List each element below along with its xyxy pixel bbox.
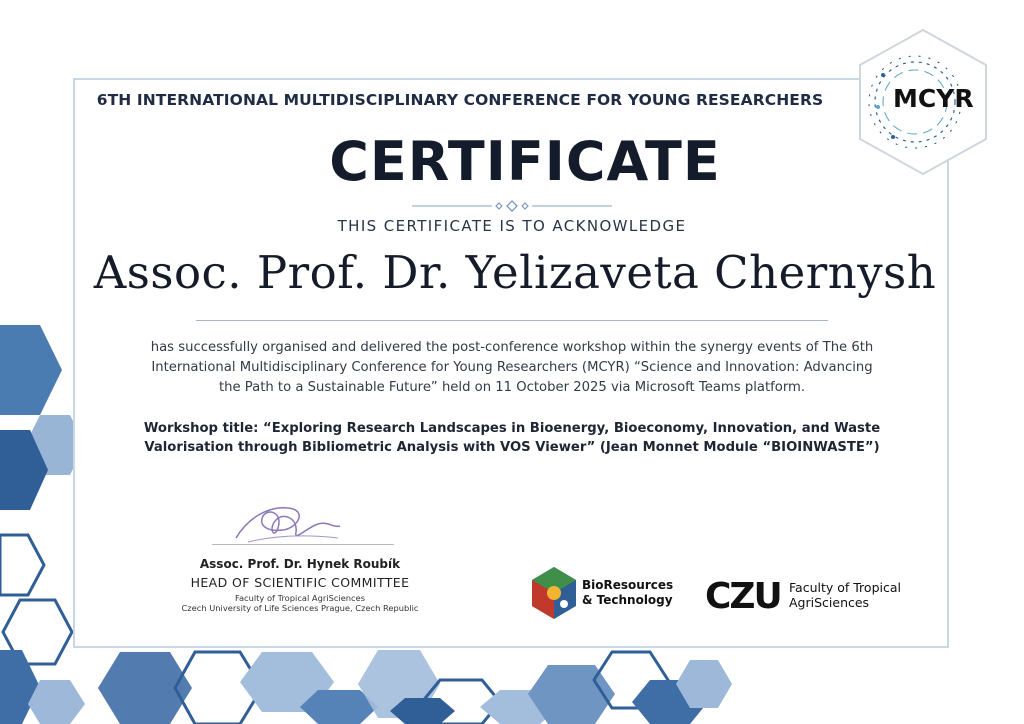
conference-title: 6TH INTERNATIONAL MULTIDISCIPLINARY CONFERENCE FOR YOUNG RESEARCHERS — [96, 91, 824, 109]
bioresources-line2: & Technology — [582, 593, 673, 607]
diamond-divider — [412, 199, 612, 213]
certificate-title: CERTIFICATE — [329, 130, 721, 193]
signature-line — [212, 544, 394, 545]
czu-faculty-text — [789, 580, 901, 610]
bioresources-text — [582, 578, 673, 608]
recipient-name: Assoc. Prof. Dr. Yelizaveta Chernysh — [93, 246, 937, 299]
signer-faculty: Faculty of Tropical AgriSciences — [234, 593, 366, 603]
signer-block — [140, 557, 460, 613]
czu-mark-text: CZU — [705, 576, 781, 612]
certificate-body-text: has successfully organised and delivered the post-conference workshop within the synergy events of The 6th International Multidisciplinary Conference for Young Researchers (MCYR) “Science and Innovation: Advancing the Path to a Sustainable Future” held on 11 October 2025 via Microsoft Teams platform. — [150, 340, 874, 395]
czu-line2: AgriSciences — [789, 595, 870, 610]
bottom-hexagons — [98, 650, 732, 724]
czu-logo-mark — [705, 576, 783, 612]
signature-image — [228, 498, 348, 548]
mcyr-logo-text: MCYR — [893, 84, 974, 113]
signer-university: Czech University of Life Sciences Prague, Czech Republic — [181, 603, 419, 613]
czu-line1: Faculty of Tropical — [789, 580, 901, 595]
workshop-title: Workshop title: “Exploring Research Landscapes in Bioenergy, Bioeconomy, Innovation, and Waste Valorisation through Bibliometric Analysis with VOS Viewer” (Jean Monnet Module “BIOINWASTE”) — [143, 421, 881, 455]
bioresources-icon — [530, 566, 578, 620]
name-underline — [196, 320, 828, 321]
signer-role: HEAD OF SCIENTIFIC COMMITTEE — [190, 575, 410, 590]
bioresources-line1: BioResources — [582, 578, 674, 592]
signer-name: Assoc. Prof. Dr. Hynek Roubík — [199, 557, 401, 571]
acknowledge-line: THIS CERTIFICATE IS TO ACKNOWLEDGE — [337, 217, 687, 235]
